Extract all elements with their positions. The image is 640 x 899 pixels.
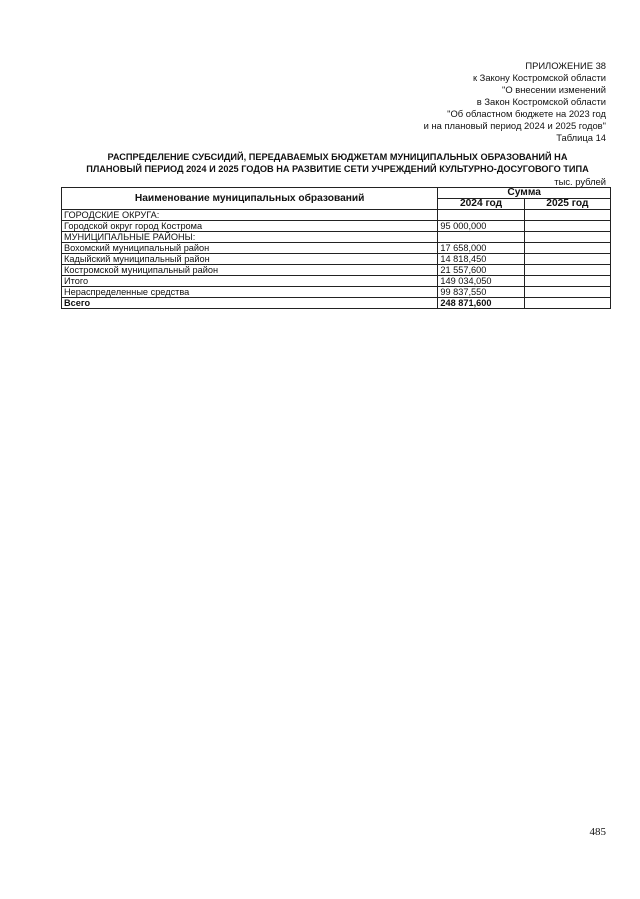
row-name: Кадыйский муниципальный район — [62, 254, 438, 265]
page-number: 485 — [589, 826, 606, 838]
row-value-2025 — [524, 232, 610, 243]
row-value-2025 — [524, 254, 610, 265]
row-value-2024: 149 034,050 — [438, 276, 524, 287]
appendix-line: и на плановый период 2024 и 2025 годов" — [423, 120, 606, 131]
row-name: Итого — [62, 276, 438, 287]
appendix-line: "О внесении изменений — [502, 84, 606, 95]
column-header-2025: 2025 год — [524, 199, 610, 210]
table-row — [62, 210, 611, 221]
column-header-name: Наименование муниципальных образований — [62, 188, 438, 210]
table-row — [62, 265, 611, 276]
appendix-line: "Об областном бюджете на 2023 год — [447, 108, 606, 119]
row-name: Всего — [62, 298, 438, 309]
document-title — [60, 151, 615, 175]
table-row — [62, 276, 611, 287]
total-row — [62, 298, 611, 309]
subsidy-table — [61, 187, 611, 309]
row-value-2024: 14 818,450 — [438, 254, 524, 265]
table-row — [62, 221, 611, 232]
row-value-2025 — [524, 287, 610, 298]
table-row — [62, 254, 611, 265]
appendix-line: ПРИЛОЖЕНИЕ 38 — [525, 60, 606, 71]
row-value-2024 — [438, 210, 524, 221]
table-row — [62, 287, 611, 298]
row-value-2024: 248 871,600 — [438, 298, 524, 309]
row-value-2025 — [524, 221, 610, 232]
row-name: Нераспределенные средства — [62, 287, 438, 298]
table-row — [62, 232, 611, 243]
row-value-2024: 21 557,600 — [438, 265, 524, 276]
row-value-2025 — [524, 243, 610, 254]
table-row — [62, 243, 611, 254]
column-header-2024: 2024 год — [438, 199, 524, 210]
row-value-2025 — [524, 276, 610, 287]
units-label: тыс. рублей — [554, 176, 606, 187]
row-name: Вохомский муниципальный район — [62, 243, 438, 254]
row-value-2025 — [524, 298, 610, 309]
row-value-2024 — [438, 232, 524, 243]
row-name: Городской округ город Кострома — [62, 221, 438, 232]
table-header-row — [62, 188, 611, 199]
row-value-2024: 17 658,000 — [438, 243, 524, 254]
row-value-2025 — [524, 265, 610, 276]
row-value-2024: 95 000,000 — [438, 221, 524, 232]
row-value-2024: 99 837,550 — [438, 287, 524, 298]
appendix-line: в Закон Костромской области — [476, 96, 606, 107]
appendix-header — [424, 60, 606, 144]
title-line: РАСПРЕДЕЛЕНИЕ СУБСИДИЙ, ПЕРЕДАВАЕМЫХ БЮДЖЕТАМ МУНИЦИПАЛЬНЫХ ОБРАЗОВАНИЙ НА — [107, 152, 568, 162]
title-line: ПЛАНОВЫЙ ПЕРИОД 2024 И 2025 ГОДОВ НА РАЗВИТИЕ СЕТИ УЧРЕЖДЕНИЙ КУЛЬТУРНО-ДОСУГОВОГО ТИПА — [86, 164, 589, 174]
table-number: Таблица 14 — [556, 132, 606, 143]
row-name: Костромской муниципальный район — [62, 265, 438, 276]
appendix-line: к Закону Костромской области — [472, 72, 606, 83]
column-header-sum: Сумма — [438, 188, 611, 199]
row-value-2025 — [524, 210, 610, 221]
row-name: МУНИЦИПАЛЬНЫЕ РАЙОНЫ: — [62, 232, 438, 243]
row-name: ГОРОДСКИЕ ОКРУГА: — [62, 210, 438, 221]
